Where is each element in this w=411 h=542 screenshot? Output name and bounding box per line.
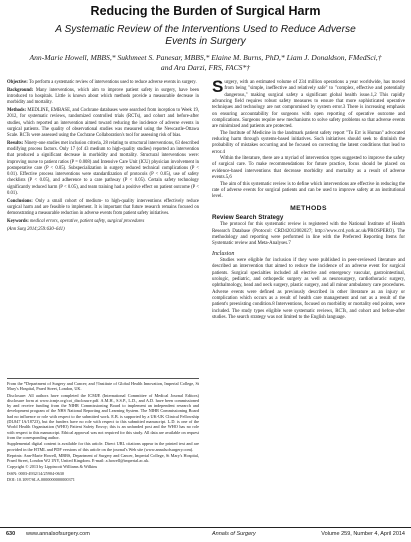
body-column bbox=[212, 77, 406, 321]
subtitle-line-1: A Systematic Review of the Interventions Used to Reduce Adverse bbox=[55, 24, 356, 35]
abstract-conclusions bbox=[7, 199, 199, 218]
abstract-methods bbox=[7, 108, 199, 139]
disclosure-note: Disclosure: All authors have completed the ICMJE (International Committee of Medical Journal Editors) disclosure form at www.icmje.org/coi_disclosure.pdf. A.M.H., S.S.P., L.D., and A.D. have been commissioned by and receive funding from the NIHR Commissioning Board to implement an independent research and development program of the NHS National Reporting and Learning System. The NIHR Commissioning Board had no influence or role with respect to the submitted work. E.B. is supported by a UK-UK Clinical Fellowship (DL847 IA/18723), but the funders have no role with respect to this submitted manuscript. L.D. is one of the World Health Organization (WHO) Patient Safety Envoy; this is an unfunded post and the WHO has no role with respect to this manuscript. Ethical approval was not required for this study. All data are available on request from the corresponding author. bbox=[7, 392, 199, 440]
inclusion-heading: Inclusion bbox=[212, 250, 235, 257]
abstract-objective bbox=[7, 80, 199, 86]
doi-note: DOI: 10.1097/SLA.0000000000000371 bbox=[7, 477, 75, 483]
journal-website-link[interactable]: www.annalsofsurgery.com bbox=[26, 531, 90, 537]
conclusions-label: Conclusions: bbox=[7, 198, 33, 204]
search-strategy-heading: Review Search Strategy bbox=[212, 213, 284, 221]
keywords-text: medical errors, operative, patient safety, surgical procedures bbox=[30, 218, 145, 224]
results-label: Results: bbox=[7, 140, 24, 146]
footnote-block bbox=[7, 381, 199, 483]
intro-paragraph-1-text: urgery, with an estimated volume of 234 million operations a year worldwide, has moved from being "simple, ineffective and relatively safe" to "complex, effective and potentially dangerous," making surgical safety a significant global health issue.1,2 This rapidly advancing field requires robust safety measures to ensure that more sophisticated operative techniques and technology are not compromised by system error.3 There is increasing emphasis on ensuring accountability for surgeons with open reporting of operative outcome and complications. Surgeons require new mechanisms to solve safety problems so that adverse events are minimized and patients are protected. bbox=[212, 80, 405, 130]
article-title: Reducing the Burden of Surgical Harm bbox=[90, 4, 321, 18]
authors-line-2: and Ara Darzi, FRS, FACS*† bbox=[160, 63, 251, 72]
background-text: Many interventions, which aim to improve patient safety in surgery, have been introduced to hospitals. Little is known about which methods provide a measurable decrease in morbidity and mortality. bbox=[7, 87, 199, 106]
abstract bbox=[7, 80, 199, 234]
intro-paragraph-3: Within the literature, there are a myriad of intervention types suggested to improve the safety of surgical care. To make recommendations for future practice, focus should be placed on evidence-based interventions that decrease morbidity and mortality as a result of adverse events.5,6 bbox=[212, 156, 405, 181]
conclusions-text: Only a small cohort of medium- to high-quality interventions effectively reduce surgical harm and are feasible to implement. It is important that future research remains focused on demonstrating a measurable reduction in adverse events from patient safety initiatives. bbox=[7, 198, 199, 216]
citation-text: (Ann Surg 2014;259:630–641) bbox=[7, 226, 65, 232]
intro-paragraph-1 bbox=[212, 77, 405, 131]
page-footer bbox=[0, 527, 411, 542]
methods-heading: METHODS bbox=[290, 204, 327, 212]
subtitle-line-2: Events in Surgery bbox=[165, 36, 246, 47]
author-list bbox=[8, 53, 403, 73]
supplemental-note: Supplemental digital content is available for this article. Direct URL citations appear in the printed text and are provided in the HTML and PDF versions of this article on the journal's Web site (www.annalsofsurgery.com). bbox=[7, 441, 199, 452]
journal-name: Annals of Surgery bbox=[212, 531, 256, 537]
intro-paragraph-4: The aim of this systematic review is to define which interventions are effective in reducing the rate of adverse events for surgical patients and can be used to improve safety at an institutional level. bbox=[212, 181, 406, 200]
search-strategy-text: The protocol for this systematic review is registered with the National Institute of Health Research Database (Protocol: CRD42012002027; http://www.crd.york.ac.uk/PROSPERO). The methodology and reporting were performed in line with the Preferred Reporting Items for Systematic review and Meta-Analyses.7 bbox=[212, 222, 405, 247]
footnote-divider bbox=[7, 378, 199, 379]
volume-info: Volume 259, Number 4, April 2014 bbox=[321, 531, 405, 537]
issn-note: ISSN: 0003-4932/14/25904-0630 bbox=[7, 470, 65, 476]
methods-label: Methods: bbox=[7, 108, 27, 113]
abstract-citation bbox=[7, 227, 199, 233]
objective-label: Objective: bbox=[7, 80, 28, 85]
objective-text: To perform a systematic review of interventions used to reduce adverse events in surgery. bbox=[28, 80, 197, 85]
article-subtitle bbox=[20, 24, 391, 48]
drop-cap: S bbox=[212, 77, 224, 96]
keywords-label: Keywords: bbox=[7, 218, 29, 224]
abstract-background bbox=[7, 88, 199, 107]
background-label: Background: bbox=[7, 87, 34, 93]
page-number: 630 bbox=[6, 531, 16, 537]
intro-paragraph-2: The Institute of Medicine in the landmark patient safety report "To Err is Human" advocated reducing harm through systems-based initiatives. Such initiatives should seek to diminish the probability of mistakes occurring and be focused on correcting the latent conditions that lead to error.4 bbox=[212, 130, 405, 155]
copyright-note: Copyright © 2013 by Lippincott Williams & Wilkins bbox=[7, 464, 98, 470]
authors-line-1: Ann-Marie Howell, MBBS,* Sukhmeet S. Panesar, MBBS,* Elaine M. Burns, PhD,* Liam J. Donaldson, FMedSci,† bbox=[29, 53, 382, 62]
abstract-results bbox=[7, 141, 199, 197]
results-text: Ninety-one studies met inclusion criteria, 28 relating to structural interventions, 63 described modifying process factors. Only 17 (of 43 medium to high-quality studies) reported an intervention that produced a significant decrease in morbidity and mortality. Structural interventions were: improving nurse to patient ratios (P = 0.008) and Intensive Care Unit (ICU) physician involvement in postoperative care (P < 0.05). Subspecialization in surgery reduced technical complications (P < 0.01). Effective process interventions were standardization of protocols (P < 0.05), use of safety checklists (P < 0.05), and adherence to a care pathway (P < 0.05). Certain safety technology significantly reduced harm (P < 0.05), and team training had a positive effect on patient outcome (P < 0.01). bbox=[7, 140, 199, 196]
inclusion-text: Studies were eligible for inclusion if they were published in peer-reviewed literature and described an intervention that aimed to reduce the incidence of an adverse event for surgical patients. Surgical specialties included all elective and emergency vascular, gastrointestinal, urologic, pediatric, and orthopedic surgery as well as neurosurgery, cardiothoracic surgery, ophthalmology, head and neck surgery, plastic surgery, and all minor ambulatory care procedures. Adverse events were defined as previously described in other literature as an injury or complication which occurs as a result of health care management and not as a result of the patient's preexisting condition.8 Interventions, focused on morbidity or mortality end points, were included. The study types eligible were systematic reviews, RCTs, and cohort and before-after studies. The search strategy was not limited to the English language. bbox=[212, 257, 405, 321]
affiliation-note: From the *Department of Surgery and Cancer; and †Institute of Global Health Innovation, Imperial College, St Mary's Hospital, Praed Street, London, UK. bbox=[7, 381, 199, 392]
reprints-note: Reprints: Ann-Marie Howell, MBBS, Department of Surgery and Cancer, Imperial College, St Mary's Hospital, Praed Street, London W2 1NY, United Kingdom. E-mail: a.howell@imperial.ac.uk. bbox=[7, 452, 199, 464]
methods-text: MEDLINE, EMBASE, and Cochrane databases were searched from inception to Week 19, 2012, for systematic reviews, randomized controlled trials (RCTs), and cohort and before-after studies, which reported an intervention aimed toward reducing the incidence of adverse events in surgical patients. The quality of observational studies was measured using the Newcastle-Ottawa Scale. RCTs were assessed using the Cochrane Collaboration's tool for assessing risk of bias. bbox=[7, 108, 200, 138]
abstract-keywords bbox=[7, 219, 199, 225]
